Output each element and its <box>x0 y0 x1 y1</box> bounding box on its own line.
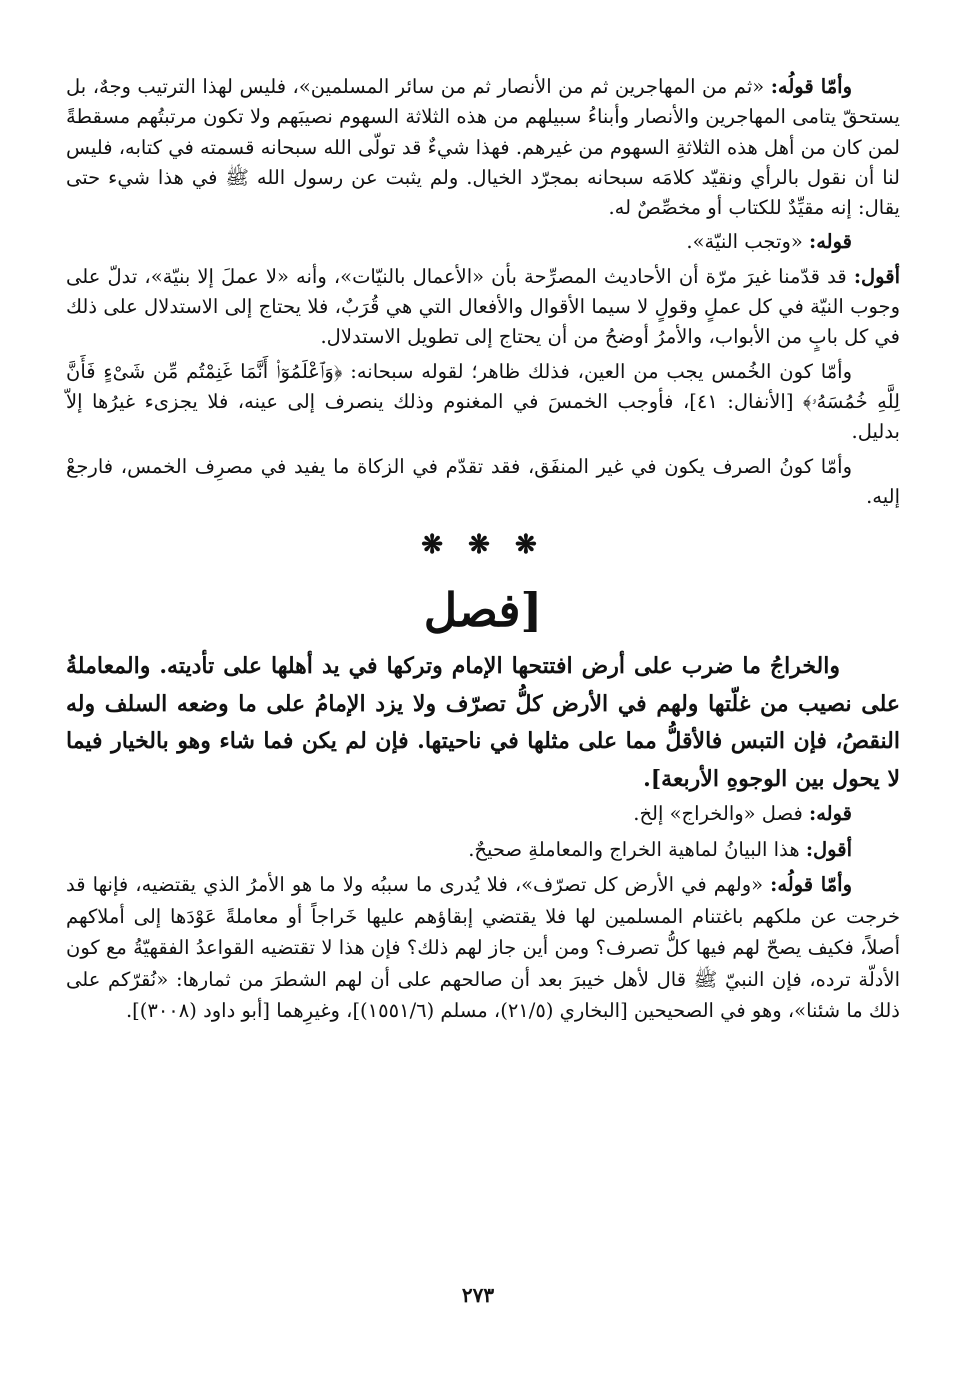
paragraph-5-text: وأمّا كونُ الصرف يكون في غير المنفَق، فقد تقدّم في الزكاة ما يفيد في مصرِف الخمس، فارجعْ إليه. <box>66 454 900 508</box>
paragraph-4 <box>66 357 900 448</box>
paragraph-6-lead: قوله: <box>809 802 852 826</box>
paragraph-2-lead: قوله: <box>809 230 852 254</box>
paragraph-2-text: «وتجب النيّة». <box>686 230 809 254</box>
paragraph-8-lead: وأمّا قولُه: <box>770 873 852 897</box>
matn-text: والخراجُ ما ضرب على أرض افتتحها الإمام وتركها في يد أهلها على تأديته. والمعاملةُ على نصيب من غلّتها ولهم في الأرض كلُّ تصرّف ولا يزد الإمامُ على ما وضعه السلف وله النقصُ، فإن التبس فالأقلُّ مما على مثلها في ناحيتها. فإن لم يكن فما شاء وهو بالخيار فيما لا يحول بين الوجوهِ الأربعة]. <box>66 653 900 792</box>
paragraph-8 <box>66 869 900 1027</box>
paragraph-5 <box>66 452 900 513</box>
paragraph-3-text: قد قدّمنا غيرَ مرّة أن الأحاديث المصرِّحة بأن «الأعمال بالنيّات»، وأنه «لا عملَ إلا بنيّة»، تدلّ على وجوب النيّة في كل عملٍ وقولٍ لا سيما الأقوال والأفعال التي هي قُرَبٌ، فلا يحتاج إلى الاستدلال على ذلك في كل بابٍ من الأبواب، والأمرُ أوضحُ من أن يحتاج إلى تطويل الاستدلال. <box>66 264 900 349</box>
paragraph-1-text: «ثم من المهاجرين ثم من الأنصار ثم من سائر المسلمين»، فليس لهذا الترتيب وجهٌ، بل يستحقّ يتامى المهاجرين والأنصار وأبناءُ سبيلهم من هذه الثلاثة السهوم نصيبَهم ولا تكون مرتبتُهم مسقطةً لمن كان من أهل هذه الثلاثةِ السهوم من غيرهم. فهذا شيءٌ قد تولّى الله سبحانه قسمته في كتابه، فليس لنا أن نقول بالرأي ونقيّد كلامَه سبحانه بمجرّد الخيال. ولم يثبت عن رسول الله ﷺ في هذا شيء حتى يقال: إنه مقيِّدٌ للكتاب أو مخصِّصٌ له. <box>66 75 900 220</box>
section-title: [فصل <box>423 583 543 638</box>
paragraph-2 <box>66 227 900 257</box>
commentary <box>66 798 900 1027</box>
paragraph-7 <box>66 834 900 866</box>
paragraph-1-lead: وأمّا قولُه: <box>770 75 852 98</box>
paragraph-3-lead: أقول: <box>853 264 900 288</box>
paragraph-1 <box>66 72 900 223</box>
paragraph-3 <box>66 262 900 353</box>
paragraph-6-text: فصل «والخراج» إلخ. <box>633 802 809 826</box>
page-body <box>66 72 900 1027</box>
paragraph-4-text: وأمّا كون الخُمس يجب من العين، فذلك ظاهر؛ لقوله سبحانه: ﴿وَٱعْلَمُوٓا۟ أَنَّمَا غَنِمْتُم مِّن شَىْءٍ فَأَنَّ لِلَّهِ خُمُسَهُۥ﴾ [الأنفال: ٤١]، فأوجب الخمسَ في المغنوم وذلك ينصرف إلى عينه، فلا يجزىء غيرُها إلاّ بدليل. <box>66 359 900 444</box>
paragraph-8-text: «ولهم في الأرض كل تصرّف»، فلا يُدرى ما سببُه ولا ما هو الأمرُ الذي يقتضيه، فإنها قد خرجت عن ملكهم باغتنام المسلمين لها فلا يقتضي إبقاؤهم عليها خَراجاً أو معاملةً عَوْدَها إلى أملاكهم أصلاً، فكيف يصحّ لهم فيها كلُّ تصرف؟ ومن أين جاز لهم ذلك؟ فإن هذا لا تقتضيه القواعدُ الفقهيّةُ مع كون الأدلّة ترده، فإن النبيّ ﷺ قال لأهل خيبرَ بعد أن صالحهم على أن لهم الشطرَ من ثمارها: «نُقرّكم على ذلك ما شئنا»، وهو في الصحيحين [البخاري (٢١/٥)، مسلم (١٥٥١/٦)]، وغيرِهما [أبو داود (٣٠٠٨)]. <box>66 873 900 1023</box>
paragraph-6 <box>66 798 900 830</box>
paragraph-7-lead: أقول: <box>805 837 852 861</box>
paragraph-7-text: هذا البيانُ لماهية الخراج والمعاملةِ صحيحٌ. <box>468 837 806 861</box>
page-number: ٢٧٣ <box>461 1283 495 1307</box>
section-separator: ❋ ❋ ❋ <box>421 530 545 561</box>
